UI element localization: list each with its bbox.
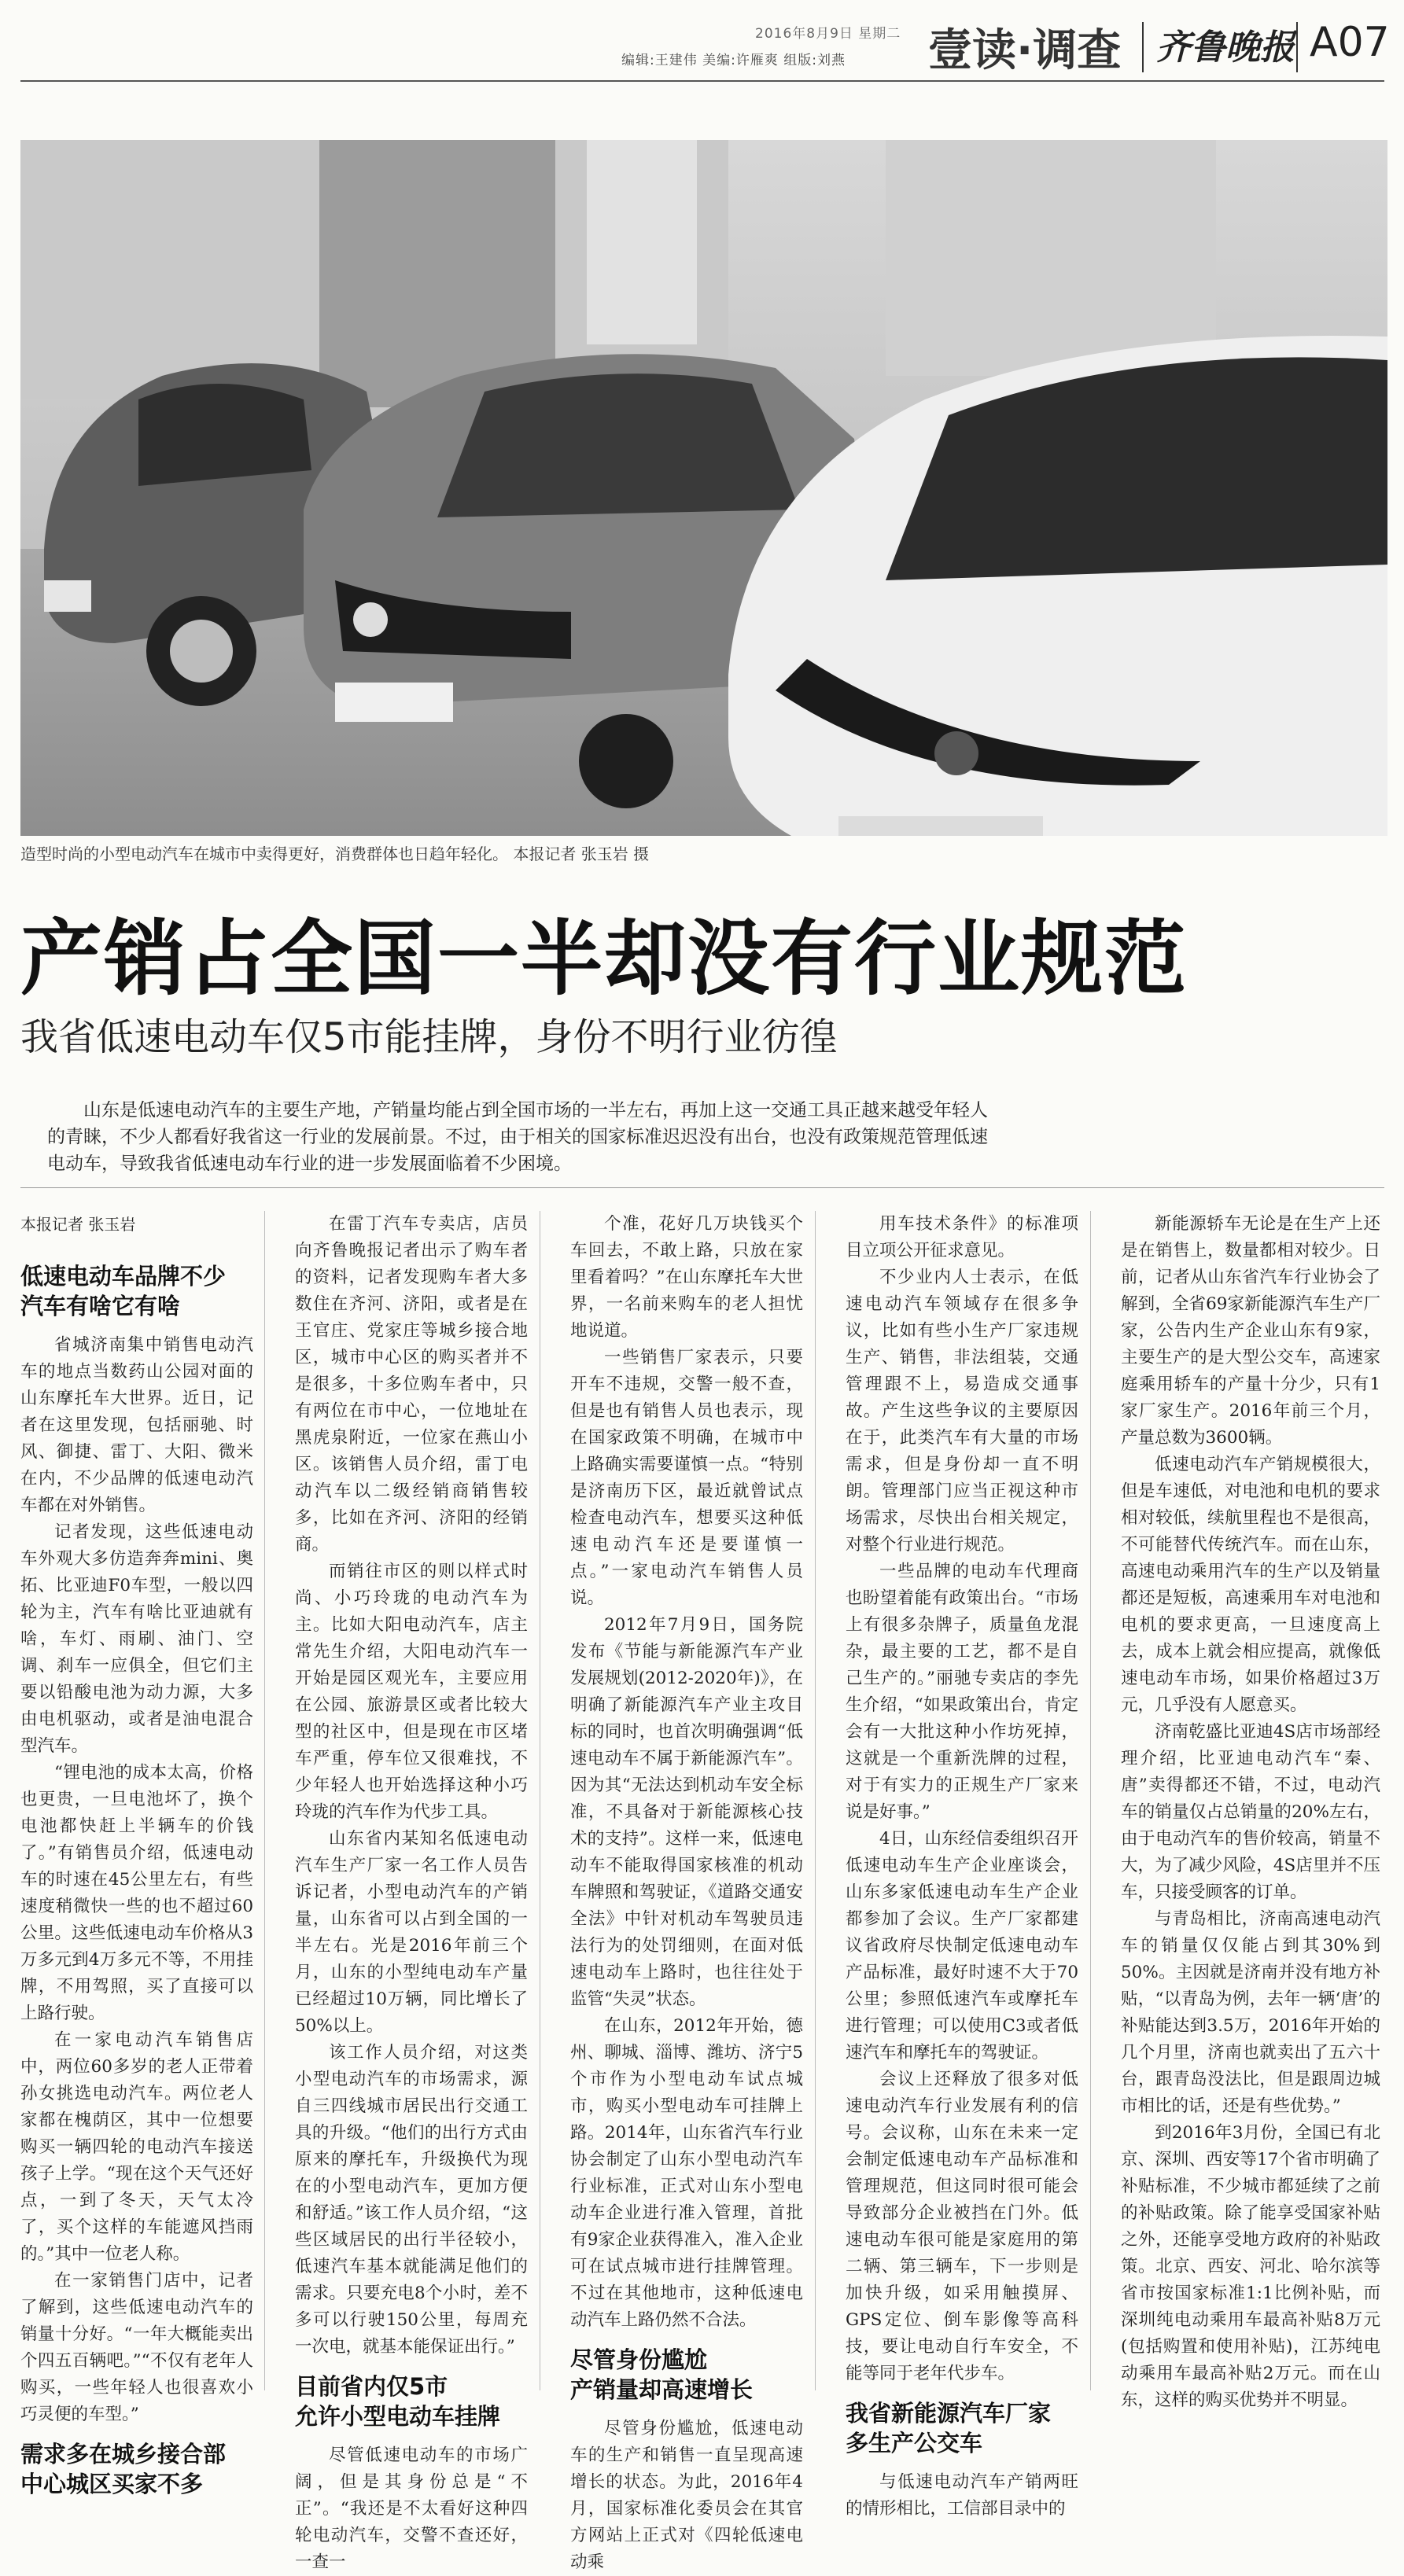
paragraph: 在山东，2012年开始，德州、聊城、淄博、潍坊、济宁5个市作为小型电动车试点城市，购买小型电动车可挂牌上路。2014年，山东省汽车行业协会制定了山东小型电动汽车行业标准，正式对山东小型电动车企业进行准入管理，首批有9家企业获得准入，准入企业可在试点城市进行挂牌管理。不过在其他地市，这种低速电动汽车上路仍然不合法。 [570, 2016, 803, 2330]
byline: 本报记者 张玉岩 [20, 1215, 136, 1234]
header-rule [20, 80, 1384, 82]
section-heading: 低速电动车品牌不少 汽车有啥它有啥 [20, 1263, 227, 1319]
section-title: 壹读·调查 [928, 25, 1122, 76]
editor-credits: 编辑:王建伟 美编:许雁爽 组版:刘燕 [621, 53, 846, 68]
paragraph: 到2016年3月份，全国已有北京、深圳、西安等17个省市明确了补贴标准，不少城市都延续了之前的补贴政策。除了能享受国家补贴之外，还能享受地方政府的补贴政策。北京、西安、河北、哈尔滨等省市按国家标准1:1比例补贴，而深圳纯电动乘用车最高补贴8万元(包括购置和使用补贴)，江苏纯电动乘用车最高补贴2万元。而在山东，这样的购买优势并不明显。 [1121, 2123, 1380, 2410]
page-number: A07 [1310, 19, 1390, 66]
masthead-divider [1142, 22, 1144, 72]
paragraph: 4日，山东经信委组织召开低速电动车生产企业座谈会，山东多家低速电动车生产企业都参加了会议。生产厂家都建议省政府尽快制定低速电动车产品标准，最好时速不大于70公里；参照低速汽车或摩托车进行管理；可以使用C3或者低速汽车和摩托车的驾驶证。 [846, 1829, 1078, 2063]
paragraph: 与青岛相比，济南高速电动汽车的销量仅仅能占到其30%到50%。主因就是济南并没有地方补贴，“以青岛为例，去年一辆‘唐’的补贴能达到3.5万，2016年开始的几个月里，济南也就卖出了五六十台，跟青岛没法比，但是跟周边城市相比的话，还是有些优势。” [1121, 1909, 1380, 2116]
news-photo [20, 140, 1387, 836]
paragraph: 而销往市区的则以样式时尚、小巧玲珑的电动汽车为主。比如大阳电动汽车，店主常先生介绍，大阳电动汽车一开始是园区观光车，主要应用在公园、旅游景区或者比较大型的社区中，但是现在市区堵车严重，停车位又很难找，不少年轻人也开始选择这种小巧玲珑的汽车作为代步工具。 [295, 1562, 528, 1822]
lead-divider [20, 1187, 1384, 1188]
paragraph: 新能源轿车无论是在生产上还是在销售上，数量都相对较少。日前，记者从山东省汽车行业协会了解到，全省69家新能源汽车生产厂家，公告内生产企业山东有9家，主要生产的是大型公交车，高速家庭乘用轿车的产量十分少，只有1家厂家生产。2016年前三个月，产量总数为3600辆。 [1121, 1214, 1380, 1448]
photo-caption: 造型时尚的小型电动汽车在城市中卖得更好，消费群体也日趋年轻化。 本报记者 张玉岩 摄 [20, 845, 650, 863]
column-2 [295, 1211, 528, 2572]
paragraph: 一些品牌的电动车代理商也盼望着能有政策出台。“市场上有很多杂牌子，质量鱼龙混杂，最主要的工艺，都不是自己生产的。”丽驰专卖店的李先生介绍，“如果政策出台，肯定会有一大批这种小作坊死掉，这就是一个重新洗牌的过程，对于有实力的正规生产厂家来说是好事。” [846, 1562, 1078, 1822]
column-5 [1121, 1211, 1380, 2410]
paragraph: 记者发现，这些低速电动车外观大多仿造奔奔mini、奥拓、比亚迪F0车型，一般以四轮为主，汽车有啥比亚迪就有啥，车灯、雨刷、油门、空调、刹车一应俱全，但它们主要以铅酸电池为动力源，大多由电机驱动，或者是油电混合型汽车。 [20, 1522, 253, 1756]
paragraph: 尽管身份尴尬，低速电动车的生产和销售一直呈现高速增长的状态。为此，2016年4月，国家标准化委员会在其官方网站上正式对《四轮低速电动乘 [570, 2419, 803, 2572]
paragraph: 与低速电动汽车产销两旺的情形相比，工信部目录中的 [846, 2472, 1078, 2519]
lead-paragraph: 山东是低速电动汽车的主要生产地，产销量均能占到全国市场的一半左右，再加上这一交通工具正越来越受年轻人的青睐，不少人都看好我省这一行业的发展前景。不过，由于相关的国家标准迟迟没有出台，也没有政策规范管理低速电动车，导致我省低速电动车行业的进一步发展面临着不少困境。 [47, 1100, 988, 1174]
paragraph: 尽管低速电动车的市场广阔，但是其身份总是“不正”。“我还是不太看好这种四轮电动汽车，交警不查还好，一查一 [295, 2445, 528, 2572]
section-heading: 需求多在城乡接合部 中心城区买家不多 [20, 2441, 227, 2497]
paragraph: 在一家电动汽车销售店中，两位60多岁的老人正带着孙女挑选电动汽车。两位老人家都在槐荫区，其中一位想要购买一辆四轮的电动汽车接送孩子上学。“现在这个天气还好点，一到了冬天，天气太冷了，买个这样的车能遮风挡雨的。”其中一位老人称。 [20, 2030, 253, 2264]
paragraph: 不少业内人士表示，在低速电动汽车领域存在很多争议，比如有些小生产厂家违规生产、销售，非法组装，交通管理跟不上，易造成交通事故。产生这些争议的主要原因在于，此类汽车有大量的市场需求，但是身份却一直不明朗。管理部门应当正视这种市场需求，尽快出台相关规定，对整个行业进行规范。 [846, 1268, 1078, 1555]
paragraph: 用车技术条件》的标准项目立项公开征求意见。 [846, 1214, 1078, 1260]
column-rule [815, 1211, 816, 2390]
column-1 [20, 1211, 253, 2497]
column-3 [570, 1211, 803, 2572]
subheadline: 我省低速电动车仅5市能挂牌，身份不明行业彷徨 [20, 1015, 838, 1059]
paragraph: 在一家销售门店中，记者了解到，这些低速电动汽车的销量十分好。“一年大概能卖出个四五百辆吧。”“不仅有老年人购买，一些年轻人也很喜欢小巧灵便的车型。” [20, 2271, 253, 2424]
paragraph: 该工作人员介绍，对这类小型电动汽车的市场需求，源自三四线城市居民出行交通工具的升级。“他们的出行方式由原来的摩托车，升级换代为现在的小型电动汽车，更加方便和舒适。”该工作人员介绍，“这些区域居民的出行半径较小，低速汽车基本就能满足他们的需求。只要充电8个小时，差不多可以行驶150公里，每周充一次电，就基本能保证出行。” [295, 2043, 528, 2357]
electric-cars-photo [20, 140, 1387, 836]
section-heading: 尽管身份尴尬 产销量却高速增长 [570, 2346, 754, 2403]
headline: 产销占全国一半却没有行业规范 [20, 911, 1188, 1006]
issue-date: 2016年8月9日 星期二 [755, 26, 901, 42]
paragraph: 2012年7月9日，国务院发布《节能与新能源汽车产业发展规划(2012-2020年)》，在明确了新能源汽车产业主攻目标的同时，也首次明确强调“低速电动车不属于新能源汽车”。因为其“无法达到机动车安全标准，不具备对于新能源核心技术的支持”。这样一来，低速电动车不能取得国家核准的机动车牌照和驾驶证，《道路交通安全法》中针对机动车驾驶员违法行为的处罚细则，在面对低速电动车上路时，也往往处于监管“失灵”状态。 [570, 1615, 803, 2009]
column-rule [264, 1211, 265, 2390]
newspaper-logo: 齐鲁晚报 [1156, 28, 1295, 68]
paragraph: “锂电池的成本太高，价格也更贵，一旦电池坏了，换个电池都快赶上半辆车的价钱了。”有销售员介绍，低速电动车的时速在45公里左右，有些速度稍微快一些的也不超过60公里。这些低速电动车价格从3万多元到4万多元不等，不用挂牌，不用驾照，买了直接可以上路行驶。 [20, 1763, 253, 2023]
section-heading: 我省新能源汽车厂家 多生产公交车 [846, 2400, 1052, 2456]
column-rule [1090, 1211, 1091, 2390]
paragraph: 省城济南集中销售电动汽车的地点当数药山公园对面的山东摩托车大世界。近日，记者在这里发现，包括丽驰、时风、御捷、雷丁、大阳、微米在内，不少品牌的低速电动汽车都在对外销售。 [20, 1335, 253, 1515]
paragraph: 低速电动汽车产销规模很大，但是车速低，对电池和电机的要求相对较低，续航里程也不是很高，不可能替代传统汽车。而在山东，高速电动乘用汽车的生产以及销量都还是短板，高速乘用车对电池和电机的要求更高，一旦速度高上去，成本上就会相应提高，就像低速电动车市场，如果价格超过3万元，几乎没有人愿意买。 [1121, 1455, 1380, 1715]
column-4 [846, 1211, 1078, 2519]
paragraph: 一些销售厂家表示，只要开车不违规，交警一般不查，但是也有销售人员也表示，现在国家政策不明确，在城市中上路确实需要谨慎一点。“特别是济南历下区，最近就曾试点检查电动汽车，想要买这种低速电动汽车还是要谨慎一点。”一家电动汽车销售人员说。 [570, 1348, 803, 1608]
masthead-divider [1296, 22, 1298, 72]
paragraph: 个准，花好几万块钱买个车回去，不敢上路，只放在家里看着吗？”在山东摩托车大世界，一名前来购车的老人担忧地说道。 [570, 1214, 803, 1341]
paragraph: 会议上还释放了很多对低速电动汽车行业发展有利的信号。会议称，山东在未来一定会制定低速电动车产品标准和管理规范，但这同时很可能会导致部分企业被挡在门外。低速电动车很可能是家庭用的第二辆、第三辆车，下一步则是加快升级，如采用触摸屏、GPS定位、倒车影像等高科技，要让电动自行车安全，不能等同于老年代步车。 [846, 2070, 1078, 2383]
section-heading: 目前省内仅5市 允许小型电动车挂牌 [295, 2373, 501, 2430]
paragraph: 济南乾盛比亚迪4S店市场部经理介绍，比亚迪电动汽车“秦、唐”卖得都还不错，不过，电动汽车的销量仅占总销量的20%左右，由于电动汽车的售价较高，销量不大，为了减少风险，4S店里并不压车，只接受顾客的订单。 [1121, 1722, 1380, 1902]
paragraph: 在雷丁汽车专卖店，店员向齐鲁晚报记者出示了购车者的资料，记者发现购车者大多数住在齐河、济阳，或者是在王官庄、党家庄等城乡接合地区，城市中心区的购买者并不是很多，十多位购车者中，只有两位在市中心，一位地址在黑虎泉附近，一位家在燕山小区。该销售人员介绍，雷丁电动汽车以二级经销商销售较多，比如在齐河、济阳的经销商。 [295, 1214, 528, 1555]
paragraph: 山东省内某知名低速电动汽车生产厂家一名工作人员告诉记者，小型电动汽车的产销量，山东省可以占到全国的一半左右。光是2016年前三个月，山东的小型纯电动车产量已经超过10万辆，同比增长了50%以上。 [295, 1829, 528, 2036]
